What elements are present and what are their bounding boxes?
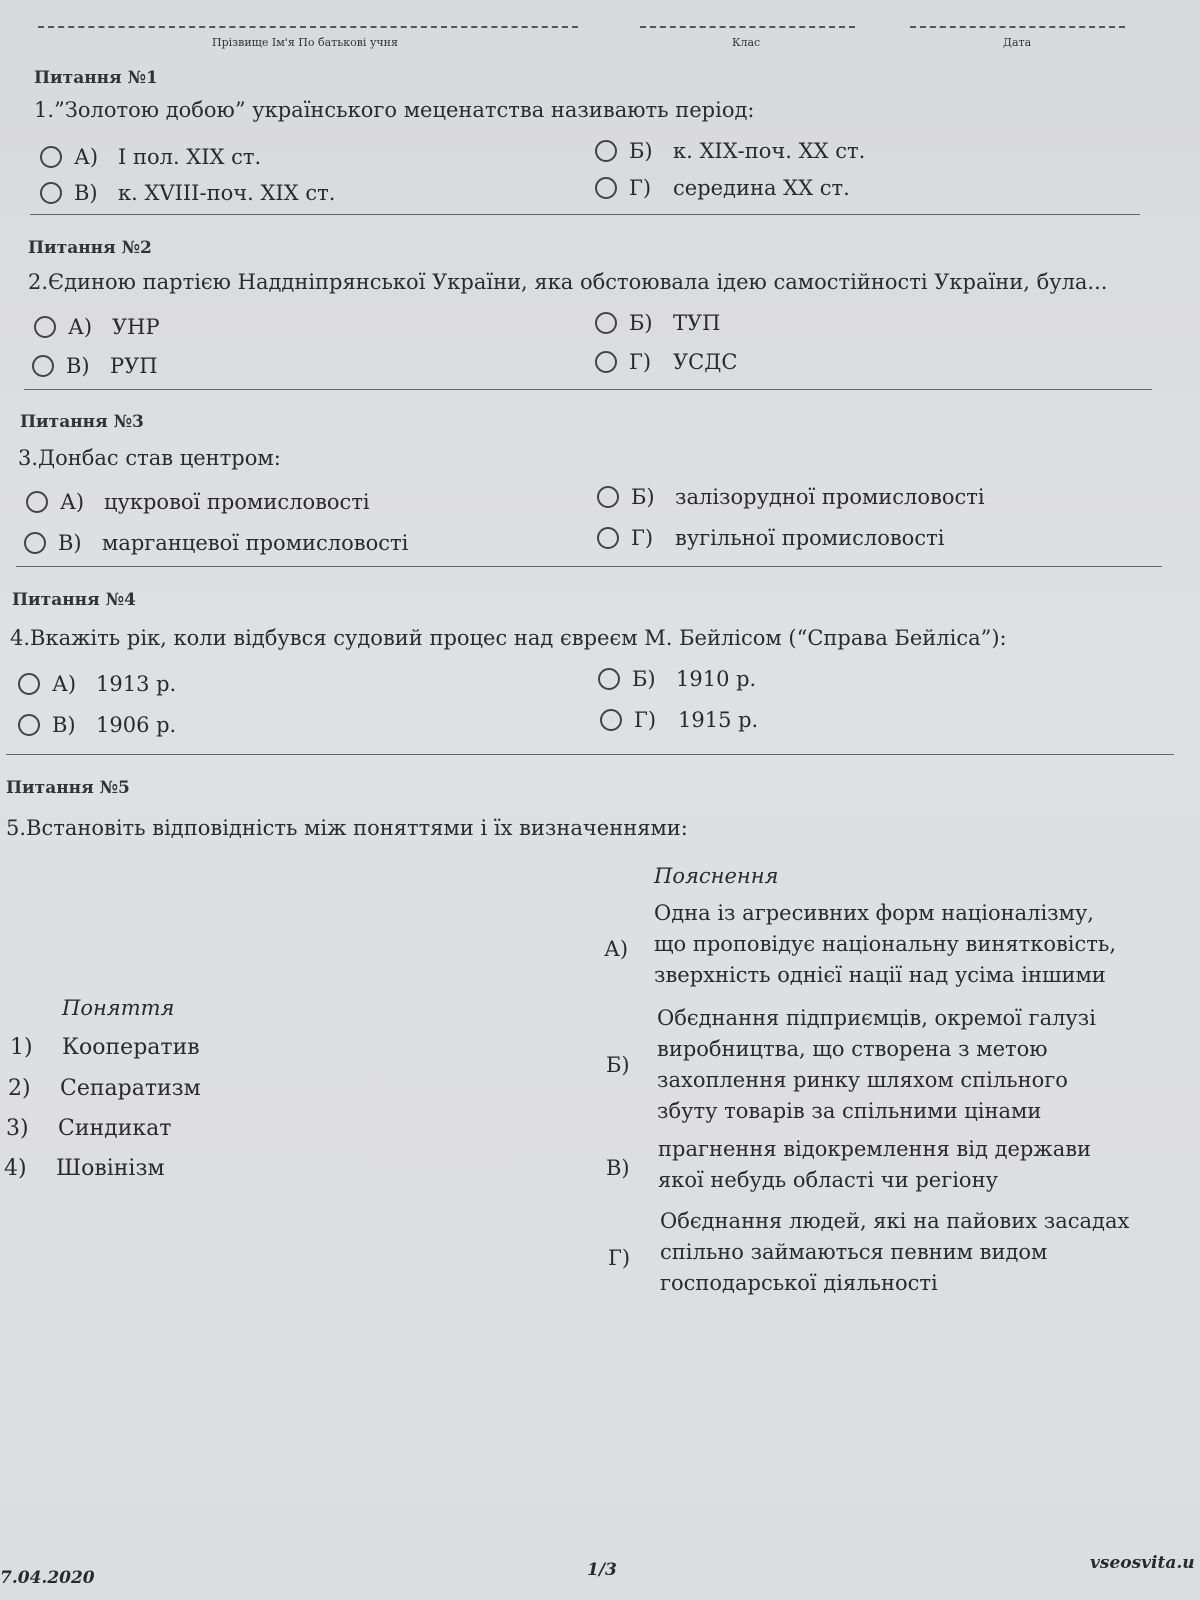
question-4-text: 4.Вкажіть рік, коли відбувся судовий процес над євреєм М. Бейлісом (“Справа Бейліса”): (10, 626, 1007, 650)
radio-icon[interactable] (26, 491, 48, 513)
question-4-title: Питання №4 (12, 590, 136, 610)
option-letter: Г) (629, 350, 652, 374)
q3-option-a[interactable] (26, 490, 370, 514)
q2-option-a[interactable] (34, 315, 160, 339)
class-label: Клас (732, 36, 761, 49)
date-label: Дата (1003, 36, 1032, 49)
option-letter: Б) (632, 667, 656, 691)
footer-date: 7.04.2020 (0, 1568, 95, 1588)
radio-icon[interactable] (32, 355, 54, 377)
q1-option-c[interactable] (40, 181, 335, 205)
option-text: цукрової промисловості (104, 490, 370, 514)
option-text: 1910 р. (676, 667, 757, 691)
radio-icon[interactable] (18, 714, 40, 736)
concept-text: Синдикат (58, 1116, 172, 1141)
option-text: к. ХVІІІ-поч. ХІХ ст. (118, 181, 336, 205)
q1-option-a[interactable] (40, 145, 261, 169)
concept-num: 3) (6, 1116, 29, 1141)
concept-num: 1) (10, 1035, 33, 1060)
option-letter: А) (60, 490, 85, 514)
radio-icon[interactable] (595, 351, 617, 373)
question-2-text: 2.Єдиною партією Наддніпрянської України, яка обстоювала ідею самостійності України, була... (28, 270, 1108, 294)
question-1-title: Питання №1 (34, 68, 158, 88)
option-text: к. ХІХ-поч. ХХ ст. (673, 139, 866, 163)
definition-line: Обєднання людей, які на пайових засадах (660, 1209, 1130, 1233)
q3-option-b[interactable] (597, 485, 985, 509)
separator-4 (6, 754, 1174, 755)
radio-icon[interactable] (598, 668, 620, 690)
radio-icon[interactable] (40, 146, 62, 168)
concept-num: 2) (8, 1076, 31, 1101)
option-letter: В) (66, 354, 90, 378)
q2-option-d[interactable] (595, 350, 737, 374)
radio-icon[interactable] (595, 177, 617, 199)
class-blank-line (640, 26, 855, 28)
radio-icon[interactable] (597, 527, 619, 549)
name-blank-line (38, 26, 578, 28)
question-3-title: Питання №3 (20, 412, 144, 432)
q4-option-a[interactable] (18, 672, 176, 696)
definition-line: що проповідує національну винятковість, (654, 932, 1116, 956)
option-letter: А) (68, 315, 93, 339)
question-1-text: 1.”Золотою добою” українського меценатства називають період: (34, 98, 755, 122)
option-text: РУП (110, 354, 158, 378)
definition-b-letter: Б) (606, 1053, 630, 1077)
question-5-text: 5.Встановіть відповідність між поняттями і їх визначеннями: (6, 816, 688, 840)
option-letter: В) (52, 713, 76, 737)
option-text: 1913 р. (96, 672, 177, 696)
definition-a (654, 898, 1116, 991)
footer-site: vseosvita.u (1090, 1553, 1195, 1573)
definition-d-letter: Г) (608, 1246, 631, 1270)
concepts-header: Поняття (62, 996, 175, 1020)
definition-line: збуту товарів за спільними цінами (657, 1099, 1042, 1123)
definition-line: прагнення відокремлення від держави (658, 1137, 1092, 1161)
option-letter: Б) (629, 139, 653, 163)
radio-icon[interactable] (18, 673, 40, 695)
q4-option-b[interactable] (598, 667, 756, 691)
option-letter: Г) (629, 176, 652, 200)
concept-4 (4, 1156, 165, 1181)
option-letter: Г) (634, 708, 657, 732)
concept-3 (6, 1116, 171, 1141)
footer-page-number: 1/3 (587, 1560, 617, 1580)
radio-icon[interactable] (34, 316, 56, 338)
concept-num: 4) (4, 1156, 27, 1181)
option-text: залізорудної промисловості (675, 485, 985, 509)
definition-line: господарської діяльності (660, 1271, 938, 1295)
definition-line: спільно займаються певним видом (660, 1240, 1048, 1264)
option-letter: Г) (631, 526, 654, 550)
name-label: Прізвище Ім'я По батькові учня (212, 36, 398, 49)
definition-line: якої небудь області чи регіону (658, 1168, 998, 1192)
q3-option-d[interactable] (597, 526, 944, 550)
question-2-title: Питання №2 (28, 238, 152, 258)
radio-icon[interactable] (597, 486, 619, 508)
separator-1 (30, 214, 1140, 215)
separator-3 (16, 566, 1162, 567)
q4-option-d[interactable] (600, 708, 758, 732)
definition-line: виробництва, що створена з метою (657, 1037, 1048, 1061)
definition-d (660, 1206, 1129, 1299)
definition-b (657, 1003, 1096, 1127)
option-letter: В) (74, 181, 98, 205)
concept-text: Шовінізм (56, 1156, 165, 1181)
question-3-text: 3.Донбас став центром: (18, 446, 281, 470)
q3-option-c[interactable] (24, 531, 408, 555)
concept-text: Кооператив (62, 1035, 200, 1060)
radio-icon[interactable] (600, 709, 622, 731)
q2-option-b[interactable] (595, 311, 721, 335)
option-text: вугільної промисловості (675, 526, 945, 550)
definition-c (658, 1134, 1091, 1196)
definition-line: Обєднання підприємців, окремої галузі (657, 1006, 1096, 1030)
definition-line: захоплення ринку шляхом спільного (657, 1068, 1068, 1092)
separator-2 (24, 389, 1152, 390)
definition-c-letter: В) (606, 1156, 630, 1180)
option-letter: Б) (629, 311, 653, 335)
option-text: УНР (112, 315, 160, 339)
option-text: середина ХХ ст. (673, 176, 850, 200)
option-text: 1915 р. (678, 708, 759, 732)
option-letter: В) (58, 531, 82, 555)
option-letter: А) (52, 672, 77, 696)
option-letter: А) (74, 145, 99, 169)
definition-a-letter: А) (604, 937, 629, 961)
concept-2 (8, 1076, 201, 1101)
concept-1 (10, 1035, 200, 1060)
q4-option-c[interactable] (18, 713, 176, 737)
option-text: ТУП (673, 311, 721, 335)
radio-icon[interactable] (24, 532, 46, 554)
concept-text: Сепаратизм (60, 1076, 201, 1101)
option-text: марганцевої промисловості (102, 531, 409, 555)
q1-option-b[interactable] (595, 139, 865, 163)
question-5-title: Питання №5 (6, 778, 130, 798)
option-text: І пол. ХІХ ст. (118, 145, 262, 169)
radio-icon[interactable] (40, 182, 62, 204)
definition-line: зверхність однієї нації над усіма іншими (654, 963, 1106, 987)
radio-icon[interactable] (595, 140, 617, 162)
date-blank-line (910, 26, 1125, 28)
q1-option-d[interactable] (595, 176, 850, 200)
option-text: УСДС (673, 350, 738, 374)
radio-icon[interactable] (595, 312, 617, 334)
definitions-header: Пояснення (654, 864, 779, 888)
definition-line: Одна із агресивних форм націоналізму, (654, 901, 1094, 925)
option-letter: Б) (631, 485, 655, 509)
q2-option-c[interactable] (32, 354, 158, 378)
option-text: 1906 р. (96, 713, 177, 737)
